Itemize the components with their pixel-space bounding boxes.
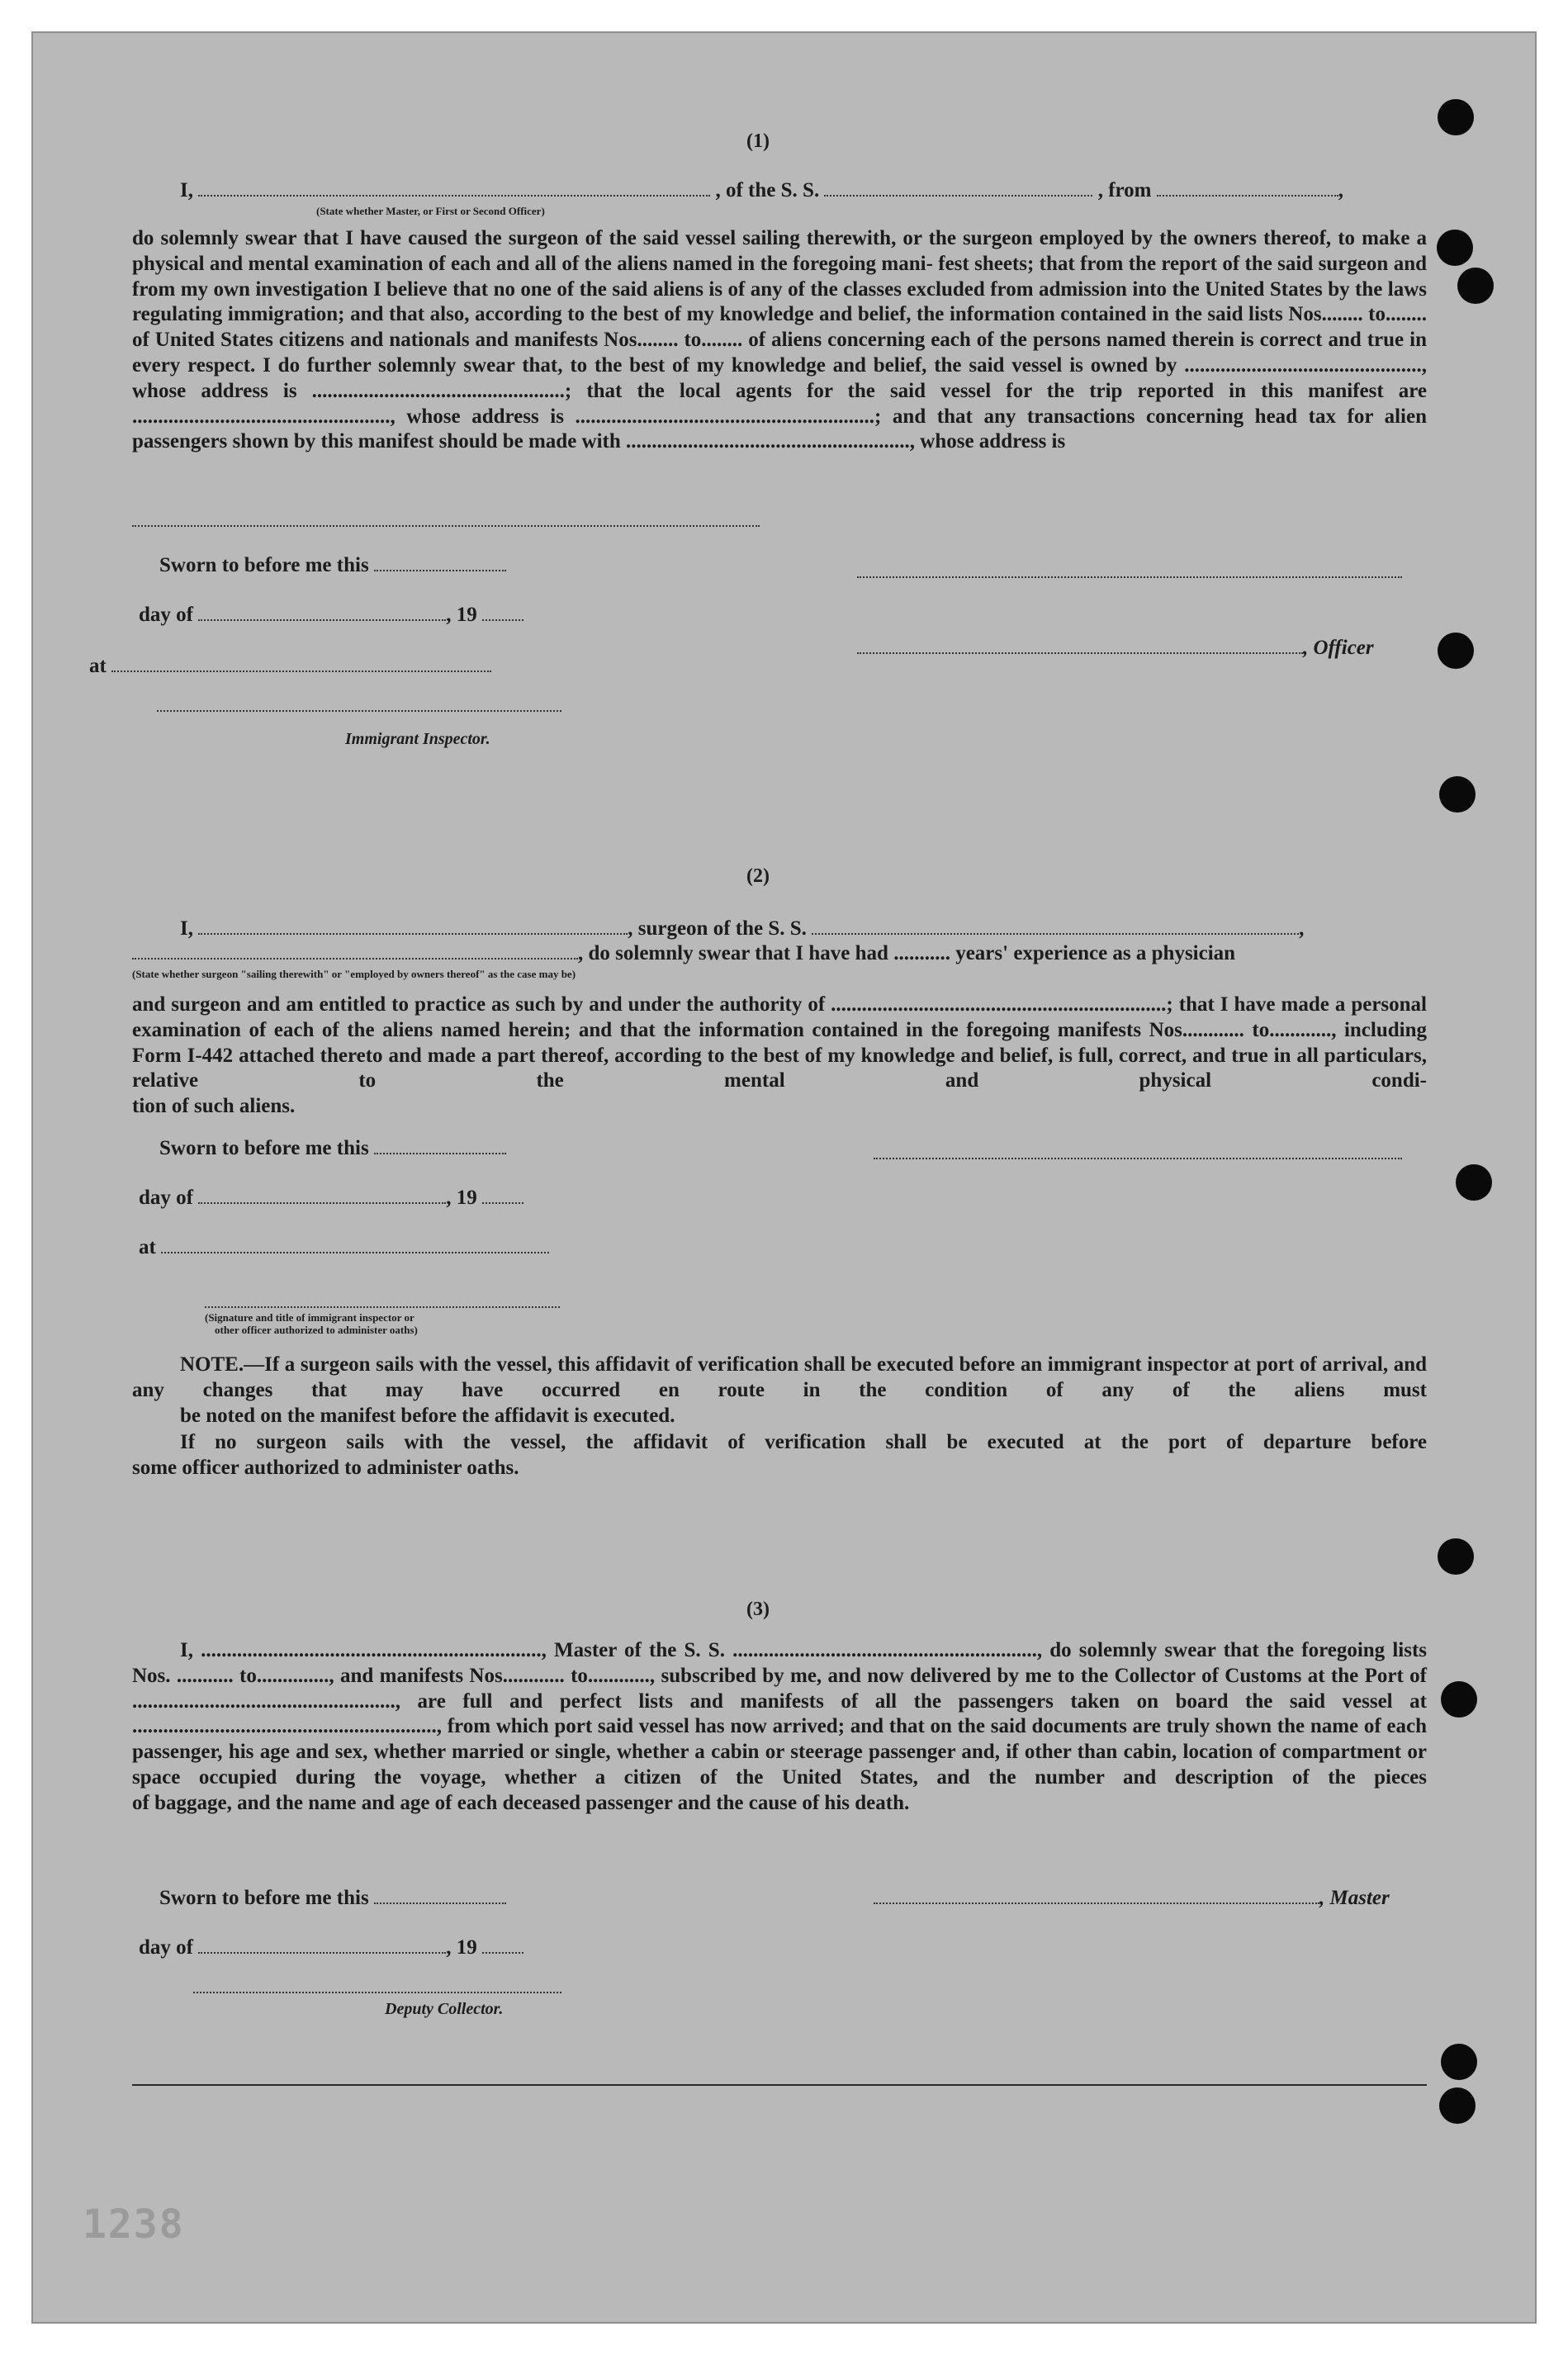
section-3-day: day of , 19 [139, 1936, 523, 1960]
punch-hole [1438, 633, 1474, 669]
punch-hole [1441, 1681, 1477, 1718]
section-2-inspector-line [205, 1306, 560, 1308]
master-signature: , Master [874, 1886, 1390, 1911]
punch-hole [1438, 1538, 1474, 1575]
section-1-number: (1) [746, 130, 770, 152]
section-2-line-1: I, , surgeon of the S. S. , [180, 917, 1305, 940]
deputy-collector-label: Deputy Collector. [385, 2000, 504, 2018]
section-2-note: NOTE.—If a surgeon sails with the vessel, this affidavit of verification shall be executed before an immigrant inspector at port of arrival, and any changes that may have occurred en route in the condition of any of the aliens must be noted on the manifest before the affidavit is executed. [132, 1353, 1428, 1427]
section-3-body: I, .................................................................., Master of the S. S. ..........................................................., do solemnly swear that the foregoing lists Nos. ........... to.............., and manifests Nos............ to............, subscribed by me, and now delivered by me to the Collector of Customs at the Port of ..................................................., are full and perfect lists and manifests of all the passengers taken on board the said vessel at ..........................................................., from which port said vessel has now arrived; and that on the said documents are truly shown the name of each passenger, his age and sex, whether married or single, whether a cabin or steerage passenger and, if other than cabin, location of compartment or space occupied during the voyage, whether a citizen of the United States, and the number and description of the pieces of baggage, and the name and age of each deceased passenger and the cause of his death. [132, 1639, 1428, 1814]
punch-hole [1439, 2087, 1476, 2124]
page-stamp: 1238 [83, 2201, 185, 2248]
punch-hole [1457, 268, 1494, 304]
deputy-signature-line [193, 1992, 561, 1993]
section-2-line-2: , do solemnly swear that I have had ........... years' experience as a physician [132, 941, 1235, 966]
manifest-page [31, 31, 1537, 2324]
section-1-line-1: I, , of the S. S. , from , [180, 179, 1343, 201]
surgeon-note: (State whether surgeon "sailing therewith" or "employed by owners thereof" as the case may be) [132, 968, 576, 980]
master-note: (State whether Master, or First or Second Officer) [316, 205, 545, 217]
signature-note-2: other officer authorized to administer oaths) [215, 1324, 418, 1336]
address-line [132, 525, 760, 527]
officer-signature: , Officer [857, 636, 1374, 661]
punch-hole [1438, 99, 1474, 135]
section-2-sworn: Sworn to before me this [159, 1136, 506, 1161]
section-2-number: (2) [746, 865, 770, 887]
section-2-body: and surgeon and am entitled to practice as such by and under the authority of .................................................................; that I have made a personal examination of each of the aliens named herein; and that the information contained in the foregoing manifests Nos............ to............, including Form I-442 attached thereto and made a part thereof, according to the best of my knowledge and belief, is full, correct, and true in all particulars, relative to the mental and physical condi- tion of such aliens. [132, 993, 1428, 1118]
section-3-sworn: Sworn to before me this [159, 1886, 506, 1911]
officer-signature-top-line [857, 576, 1402, 578]
signature-note-1: (Signature and title of immigrant inspector or [205, 1311, 415, 1324]
punch-hole [1441, 2044, 1477, 2080]
section-1-at: at [89, 654, 491, 679]
section-2-note-2: If no surgeon sails with the vessel, the affidavit of verification shall be executed at the port of departure before some officer authorized to administer oaths. [132, 1431, 1427, 1479]
inspector-signature-line [157, 710, 561, 712]
bottom-rule [132, 2084, 1427, 2086]
punch-hole [1439, 776, 1476, 813]
section-2-at: at [139, 1235, 549, 1260]
section-1-day: day of , 19 [139, 603, 523, 628]
section-1-body: do solemnly swear that I have caused the surgeon of the said vessel sailing therewith, or the surgeon employed by the owners thereof, to make a physical and mental examination of each and all of the aliens named in the foregoing mani- fest sheets; that from the report of the said surgeon and from my own investigation I believe that no one of the said aliens is of any of the classes excluded from admission into the United States by the laws regulating immigration; and that also, according to the best of my knowledge and belief, the information contained in the said lists Nos........ to........ of United States citizens and nationals and manifests Nos........ to........ of aliens concerning each of the persons named therein is correct and true in every respect. I do further solemnly swear that, to the best of my knowledge and belief, the said vessel is owned by .............................................., whose address is .................................................; that the local agents for the said vessel for the trip reported in this manifest are .................................................., whose address is ..........................................................; and that any transactions concerning head tax for alien passengers shown by this manifest should be made with ......................................................., whose address is [132, 227, 1428, 453]
section-2-day: day of , 19 [139, 1186, 523, 1211]
section-2-signature-line [874, 1158, 1402, 1159]
immigrant-inspector-label: Immigrant Inspector. [345, 730, 490, 748]
punch-hole [1456, 1164, 1492, 1201]
section-3-number: (3) [746, 1599, 770, 1620]
section-1-sworn: Sworn to before me this [159, 553, 506, 578]
punch-hole [1437, 230, 1473, 266]
